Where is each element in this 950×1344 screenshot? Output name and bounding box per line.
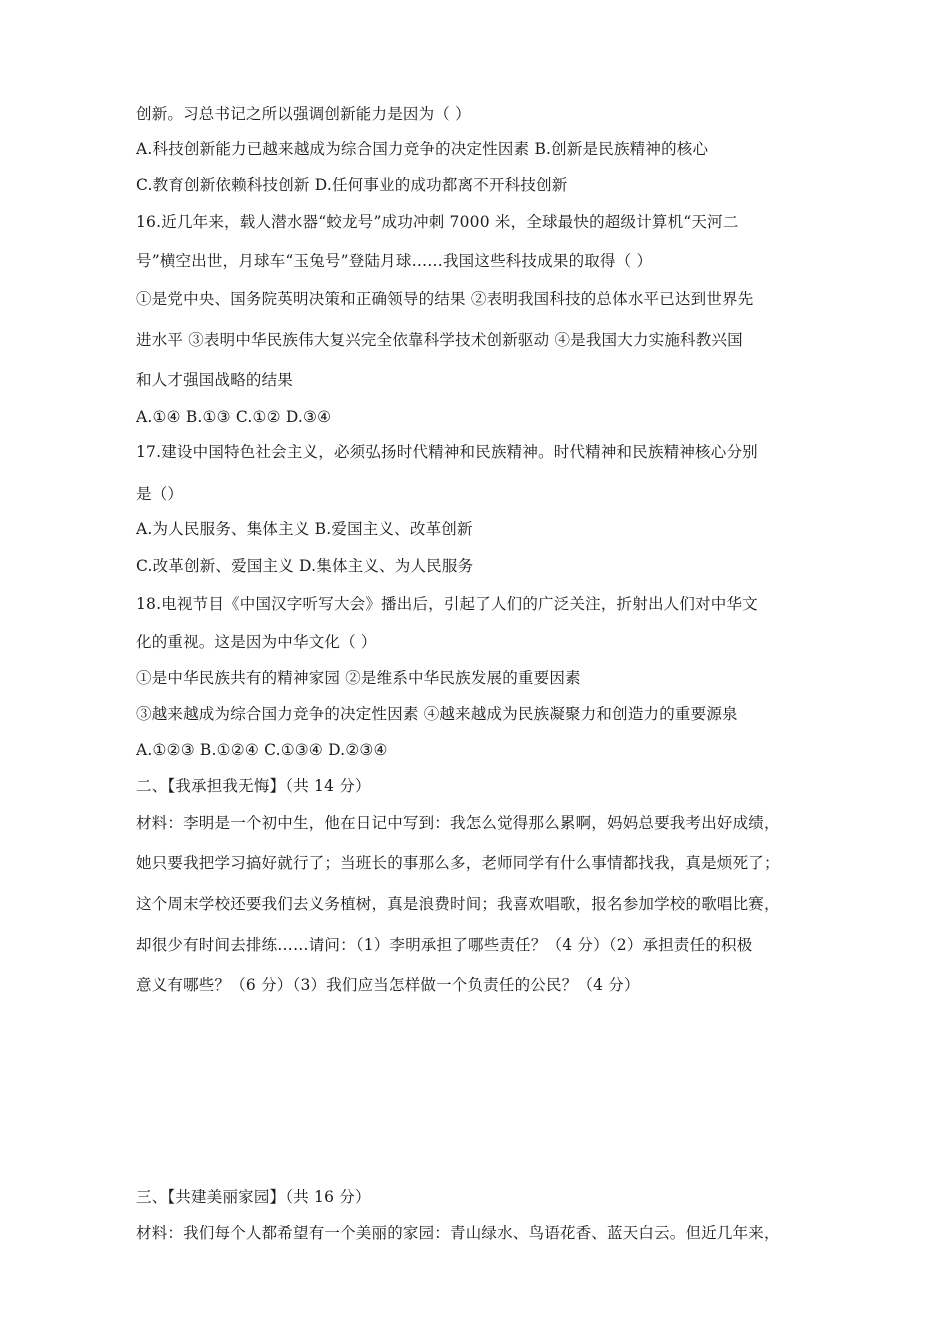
text-line: 号”横空出世，月球车“玉兔号”登陆月球……我国这些科技成果的取得（ ） bbox=[136, 252, 653, 270]
question-17: 17.建设中国特色社会主义，必须弘扬时代精神和民族精神。时代精神和民族精神核心分别 bbox=[136, 443, 758, 461]
statement-line: 和人才强国战略的结果 bbox=[136, 371, 294, 389]
statement-line: ③越来越成为综合国力竞争的决定性因素 ④越来越成为民族凝聚力和创造力的重要源泉 bbox=[136, 705, 738, 723]
answer-options: A.①②③ B.①②④ C.①③④ D.②③④ bbox=[136, 741, 388, 759]
text-line: 是（） bbox=[136, 485, 184, 503]
section-heading: 三、【共建美丽家园】（共 16 分） bbox=[136, 1188, 371, 1206]
material-line: 意义有哪些？（6 分）（3）我们应当怎样做一个负责任的公民？（4 分） bbox=[136, 976, 640, 994]
material-line: 她只要我把学习搞好就行了；当班长的事那么多，老师同学有什么事情都找我，真是烦死了； bbox=[136, 854, 780, 872]
option-line: A.科技创新能力已越来越成为综合国力竞争的决定性因素 B.创新是民族精神的核心 bbox=[136, 140, 709, 158]
statement-line: 进水平 ③表明中华民族伟大复兴完全依靠科学技术创新驱动 ④是我国大力实施科教兴国 bbox=[136, 331, 743, 349]
section-heading: 二、【我承担我无悔】（共 14 分） bbox=[136, 777, 371, 795]
statement-line: ①是党中央、国务院英明决策和正确领导的结果 ②表明我国科技的总体水平已达到世界先 bbox=[136, 290, 754, 308]
statement-line: ①是中华民族共有的精神家园 ②是维系中华民族发展的重要因素 bbox=[136, 669, 581, 687]
option-line: C.教育创新依赖科技创新 D.任何事业的成功都离不开科技创新 bbox=[136, 176, 568, 194]
material-line: 却很少有时间去排练……请问：（1）李明承担了哪些责任？（4 分）（2）承担责任的积极 bbox=[136, 936, 753, 954]
question-16: 16.近几年来，载人潜水器“蛟龙号”成功冲刺 7000 米，全球最快的超级计算机“天河二 bbox=[136, 213, 739, 231]
question-18: 18.电视节目《中国汉字听写大会》播出后，引起了人们的广泛关注，折射出人们对中华文 bbox=[136, 595, 758, 613]
material-line: 这个周末学校还要我们去义务植树，真是浪费时间；我喜欢唱歌，报名参加学校的歌唱比赛， bbox=[136, 895, 780, 913]
option-line: A.为人民服务、集体主义 B.爱国主义、改革创新 bbox=[136, 520, 473, 538]
option-line: C.改革创新、爱国主义 D.集体主义、为人民服务 bbox=[136, 557, 474, 575]
answer-options: A.①④ B.①③ C.①② D.③④ bbox=[136, 408, 332, 426]
material-line: 材料：我们每个人都希望有一个美丽的家园：青山绿水、鸟语花香、蓝天白云。但近几年来， bbox=[136, 1224, 780, 1242]
text-line: 创新。习总书记之所以强调创新能力是因为（ ） bbox=[136, 105, 471, 123]
material-line: 材料：李明是一个初中生，他在日记中写到：我怎么觉得那么累啊，妈妈总要我考出好成绩， bbox=[136, 814, 780, 832]
text-line: 化的重视。这是因为中华文化（ ） bbox=[136, 633, 377, 651]
